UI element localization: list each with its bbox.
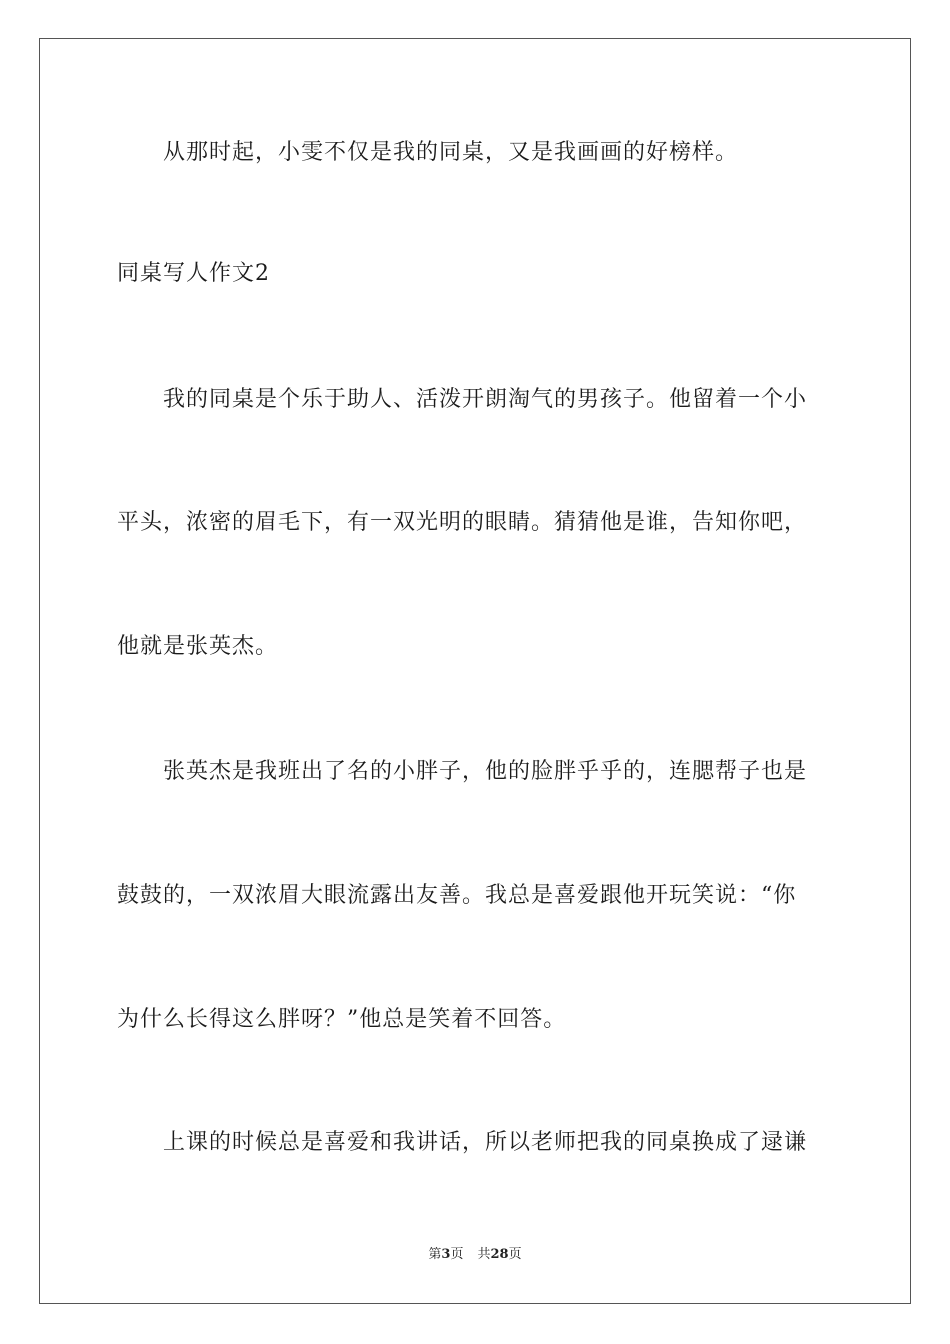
page-footer: [0, 1246, 950, 1264]
total-suffix: 页: [508, 1247, 522, 1262]
page-prefix: 第: [428, 1247, 442, 1262]
paragraph-line: 平头，浓密的眉毛下，有一双光明的眼睛。猜猜他是谁，告知你吧，: [117, 510, 808, 535]
paragraph-line: 上课的时候总是喜爱和我讲话，所以老师把我的同桌换成了逯谦: [163, 1130, 808, 1155]
paragraph-line: 为什么长得这么胖呀？”他总是笑着不回答。: [117, 1007, 567, 1032]
paragraph-line: 我的同桌是个乐于助人、活泼开朗淘气的男孩子。他留着一个小: [163, 387, 808, 412]
total-pages: 28: [490, 1247, 509, 1262]
paragraph-line: 他就是张英杰。: [117, 634, 279, 659]
paragraph-line: 从那时起，小雯不仅是我的同桌，又是我画画的好榜样。: [163, 140, 739, 165]
page-border: [39, 38, 911, 1304]
page-suffix: 页: [450, 1247, 464, 1262]
paragraph-line: 张英杰是我班出了名的小胖子，他的脸胖乎乎的，连腮帮子也是: [163, 759, 808, 784]
total-prefix: 共: [477, 1247, 491, 1262]
paragraph-line: 鼓鼓的，一双浓眉大眼流露出友善。我总是喜爱跟他开玩笑说：“你: [117, 883, 797, 908]
page-number: 3: [441, 1247, 451, 1262]
section-heading: 同桌写人作文2: [117, 261, 270, 286]
